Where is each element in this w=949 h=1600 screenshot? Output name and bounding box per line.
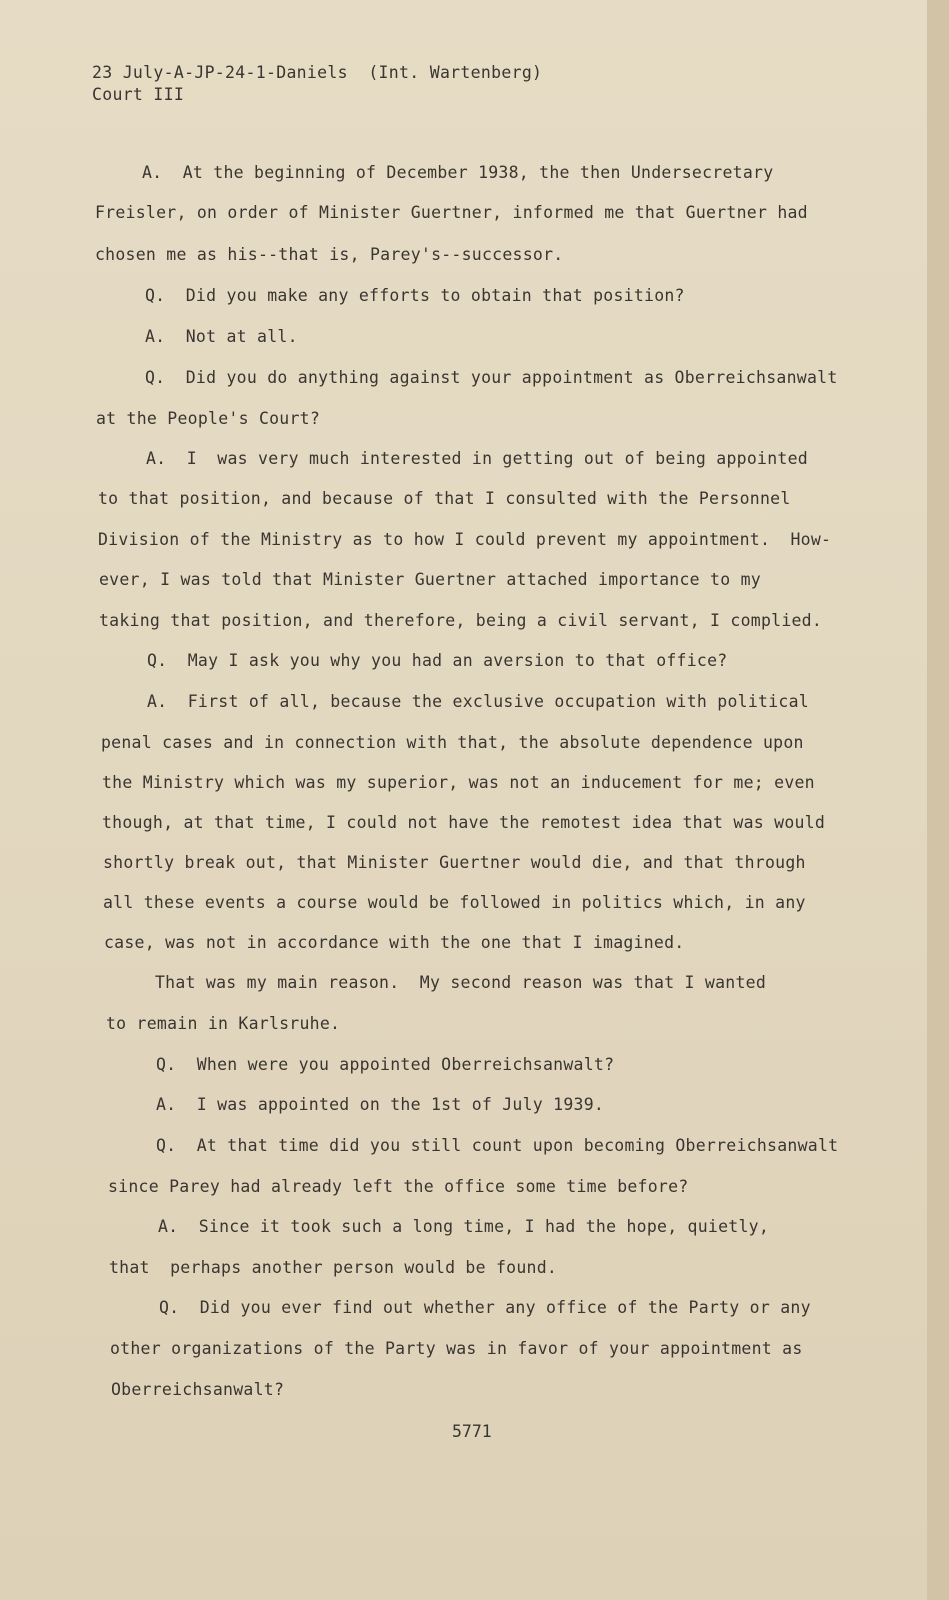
text-line: Q. Did you make any efforts to obtain that position? bbox=[145, 286, 685, 305]
text-line: the Ministry which was my superior, was not an inducement for me; even bbox=[102, 773, 815, 792]
text-line: to remain in Karlsruhe. bbox=[106, 1014, 341, 1033]
text-line: taking that position, and therefore, being a civil servant, I complied. bbox=[99, 611, 823, 630]
text-line: Q. Did you ever find out whether any office of the Party or any bbox=[159, 1298, 811, 1317]
text-line: case, was not in accordance with the one that I imagined. bbox=[104, 933, 685, 952]
page-number: 5771 bbox=[452, 1422, 492, 1441]
text-line: Q. At that time did you still count upon becoming Oberreichsanwalt bbox=[156, 1136, 839, 1155]
text-line: A. I was very much interested in getting out of being appointed bbox=[146, 449, 808, 468]
header-court-line: Court III bbox=[92, 85, 185, 104]
text-line: A. First of all, because the exclusive occupation with political bbox=[147, 692, 809, 711]
text-line: ever, I was told that Minister Guertner attached importance to my bbox=[99, 570, 761, 589]
text-line: A. Since it took such a long time, I had the hope, quietly, bbox=[158, 1217, 770, 1236]
text-line: Freisler, on order of Minister Guertner, informed me that Guertner had bbox=[95, 203, 808, 222]
text-line: A. Not at all. bbox=[145, 327, 298, 346]
text-line: chosen me as his--that is, Parey's--successor. bbox=[95, 245, 564, 264]
text-line: at the People's Court? bbox=[96, 409, 321, 428]
text-line: Q. Did you do anything against your appointment as Oberreichsanwalt bbox=[145, 368, 838, 387]
text-line: since Parey had already left the office some time before? bbox=[108, 1177, 689, 1196]
text-line: Q. When were you appointed Oberreichsanwalt? bbox=[156, 1055, 615, 1074]
text-line: to that position, and because of that I consulted with the Personnel bbox=[98, 489, 791, 508]
text-line: shortly break out, that Minister Guertner would die, and that through bbox=[103, 853, 806, 872]
text-line: Division of the Ministry as to how I could prevent my appointment. How- bbox=[98, 530, 832, 549]
text-line: penal cases and in connection with that, the absolute dependence upon bbox=[101, 733, 804, 752]
text-line: Oberreichsanwalt? bbox=[111, 1380, 285, 1399]
text-line: A. At the beginning of December 1938, the then Undersecretary bbox=[142, 163, 774, 182]
page-header bbox=[92, 62, 542, 106]
text-line: A. I was appointed on the 1st of July 1939. bbox=[156, 1095, 605, 1114]
text-line: though, at that time, I could not have the remotest idea that was would bbox=[102, 813, 826, 832]
text-line: Q. May I ask you why you had an aversion to that office? bbox=[147, 651, 728, 670]
text-line: all these events a course would be followed in politics which, in any bbox=[103, 893, 806, 912]
header-case-line: 23 July-A-JP-24-1-Daniels (Int. Wartenberg) bbox=[92, 63, 543, 82]
text-line: that perhaps another person would be found. bbox=[109, 1258, 558, 1277]
text-line: other organizations of the Party was in favor of your appointment as bbox=[110, 1339, 803, 1358]
text-line: That was my main reason. My second reason was that I wanted bbox=[155, 973, 767, 992]
